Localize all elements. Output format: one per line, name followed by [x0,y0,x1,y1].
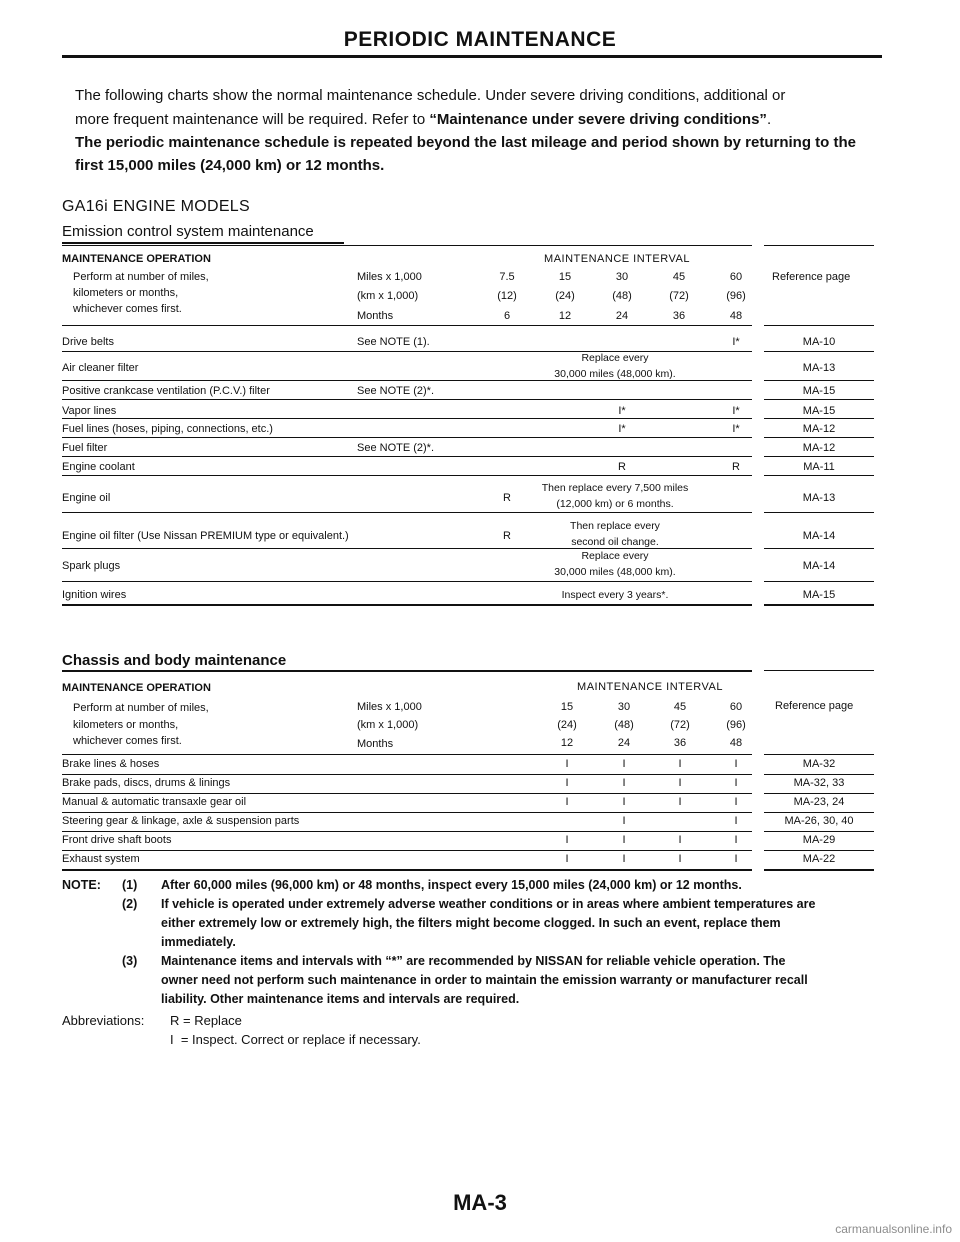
table-rule [764,456,874,457]
interval-km: (48) [614,719,634,731]
interval-km: (12) [497,290,517,302]
header-rule [62,670,752,672]
table-rule [62,793,752,794]
reference-page: MA-12 [802,442,836,454]
perform-text: kilometers or months, [73,719,179,731]
interval-mark: I [565,796,569,808]
table-rule [62,869,752,871]
table-rule [764,512,874,513]
table-rule [62,456,752,457]
interval-mark: I* [732,423,740,435]
interval-span: second oil change. [571,536,659,548]
table-rule [62,850,752,851]
table-rule [764,793,874,794]
interval-mark: I [622,834,626,846]
reference-page: MA-15 [802,385,836,397]
interval-mark: I [565,777,569,789]
interval-mark: I* [618,423,626,435]
table-rule [764,437,874,438]
table-rule [764,475,874,476]
note-2-line-1: If vehicle is operated under extremely adverse weather conditions or in areas where ambient temperatures are [161,897,816,911]
table-rule [62,380,752,381]
perform-text: kilometers or months, [73,287,179,299]
table-rule [764,604,874,606]
table-rule [62,548,752,549]
reference-page: MA-14 [802,530,836,542]
header-rule [62,245,752,246]
interval-months: 48 [729,737,743,749]
interval-months: 24 [615,310,629,322]
operation-label: Drive belts [62,336,114,348]
table-rule [764,869,874,871]
reference-page: MA-11 [803,461,835,473]
unit-label: Miles x 1,000 [357,701,422,713]
interval-mark: R [618,461,626,473]
page-number: MA-3 [453,1190,507,1215]
reference-page: MA-32, 33 [793,777,845,789]
interval-mark: I [734,777,738,789]
op-header: MAINTENANCE OPERATION [62,682,211,694]
interval-mark: I [622,815,626,827]
interval-miles: 60 [729,271,743,283]
interval-months: 12 [558,310,572,322]
table-rule [62,812,752,813]
interval-mark: I [734,758,738,770]
interval-mark: I [622,777,626,789]
note-3-line-1: Maintenance items and intervals with “*” are recommended by NISSAN for reliable vehicle operation. The [161,954,786,968]
op-header: MAINTENANCE OPERATION [62,253,211,265]
operation-label: Positive crankcase ventilation (P.C.V.) filter [62,385,270,397]
table-rule [764,754,874,755]
interval-miles: 15 [560,701,574,713]
interval-mark: I [678,758,682,770]
note-3-line-3: liability. Other maintenance items and intervals are required. [161,992,520,1006]
interval-km: (72) [669,290,689,302]
interval-span: 30,000 miles (48,000 km). [554,368,676,380]
table-rule [62,831,752,832]
operation-label: Front drive shaft boots [62,834,172,846]
emission-section-title: Emission control system maintenance [62,223,314,240]
operation-label: Brake pads, discs, drums & linings [62,777,231,789]
operation-note: See NOTE (1). [357,336,430,348]
interval-km: (24) [555,290,575,302]
interval-months: 48 [729,310,743,322]
note-2-line-2: either extremely low or extremely high, the filters might become clogged. In such an event, replace them [161,916,781,930]
interval-mark: R [503,492,511,504]
perform-text: Perform at number of miles, [73,271,209,283]
interval-km: (96) [726,719,746,731]
reference-page: MA-15 [802,589,836,601]
perform-text: whichever comes first. [73,303,182,315]
table-rule [62,604,752,606]
interval-span: (12,000 km) or 6 months. [556,498,674,510]
interval-mark: R [732,461,740,473]
ref-header-rule [764,670,874,671]
note-1-text: After 60,000 miles (96,000 km) or 48 months, inspect every 15,000 miles (24,000 km) or 12 months. [161,878,742,892]
operation-label: Engine coolant [62,461,135,473]
interval-months: 12 [560,737,574,749]
interval-mark: I [622,853,626,865]
interval-miles: 30 [615,271,629,283]
reference-page: MA-14 [802,560,836,572]
unit-label: (km x 1,000) [357,290,419,302]
interval-mark: I [565,853,569,865]
unit-label: Months [357,738,394,750]
interval-mark: I [622,796,626,808]
unit-label: Miles x 1,000 [357,271,422,283]
table-rule [62,325,752,326]
ref-header: Reference page [772,271,851,283]
interval-mark: R [503,530,511,542]
operation-label: Manual & automatic transaxle gear oil [62,796,247,808]
reference-page: MA-13 [802,362,836,374]
abbreviations-label: Abbreviations: [62,1013,145,1028]
operation-label: Brake lines & hoses [62,758,160,770]
interval-span: Then replace every [570,520,660,532]
perform-text: Perform at number of miles, [73,702,209,714]
interval-months: 36 [672,310,686,322]
operation-label: Spark plugs [62,560,121,572]
intro-line-3: The periodic maintenance schedule is repeated beyond the last mileage and period shown by returning to the [75,134,856,151]
perform-text: whichever comes first. [73,735,182,747]
reference-page: MA-12 [802,423,836,435]
interval-mark: I [565,834,569,846]
interval-mark: I [734,796,738,808]
interval-miles: 15 [558,271,572,283]
interval-miles: 7.5 [499,271,515,283]
interval-header: MAINTENANCE INTERVAL [544,253,690,265]
interval-mark: I [734,853,738,865]
note-2-line-3: immediately. [161,935,236,949]
reference-page: MA-32 [802,758,836,770]
table-rule [62,581,752,582]
interval-months: 24 [617,737,631,749]
interval-mark: I* [732,405,740,417]
operation-label: Steering gear & linkage, axle & suspension parts [62,815,300,827]
interval-km: (48) [612,290,632,302]
interval-mark: I [678,834,682,846]
abbreviation-replace: R = Replace [170,1013,242,1028]
interval-mark: I [678,777,682,789]
operation-label: Vapor lines [62,405,117,417]
table-rule [62,418,752,419]
unit-label: Months [357,310,394,322]
note-1-number: (1) [122,878,138,892]
reference-page: MA-23, 24 [793,796,845,808]
reference-page: MA-22 [802,853,836,865]
table-rule [764,380,874,381]
interval-mark: I [622,758,626,770]
interval-mark: I [734,834,738,846]
interval-km: (96) [726,290,746,302]
interval-mark: I [678,796,682,808]
table-rule [62,399,752,400]
reference-page: MA-29 [802,834,836,846]
ref-header: Reference page [775,700,854,712]
page-title: PERIODIC MAINTENANCE [343,28,617,51]
operation-label: Ignition wires [62,589,127,601]
interval-months: 6 [503,310,511,322]
intro-line-1: The following charts show the normal maintenance schedule. Under severe driving conditions, additional or [75,87,786,104]
ref-header-rule [764,245,874,246]
table-rule [764,774,874,775]
table-rule [764,850,874,851]
chassis-section-title: Chassis and body maintenance [62,652,287,669]
table-rule [62,774,752,775]
table-rule [764,325,874,326]
watermark: carmanualsonline.info [835,1222,952,1236]
reference-page: MA-15 [802,405,836,417]
table-rule [764,831,874,832]
interval-mark: I* [618,405,626,417]
operation-note: See NOTE (2)*. [357,442,435,454]
operation-label: Fuel lines (hoses, piping, connections, etc.) [62,423,273,435]
table-rule [764,418,874,419]
interval-months: 36 [673,737,687,749]
interval-span: Replace every [581,550,649,562]
operation-label: Exhaust system [62,853,140,865]
operation-label: Air cleaner filter [62,362,139,374]
interval-span: Inspect every 3 years*. [561,589,669,601]
interval-span: Then replace every 7,500 miles [541,482,689,494]
operation-label: Engine oil [62,492,111,504]
reference-page: MA-13 [802,492,836,504]
reference-page: MA-26, 30, 40 [784,815,854,827]
interval-mark: I* [732,336,740,348]
title-rule [62,55,882,58]
operation-note: See NOTE (2)*. [357,385,435,397]
interval-km: (72) [670,719,690,731]
interval-span: 30,000 miles (48,000 km). [554,566,676,578]
interval-miles: 45 [672,271,686,283]
intro-line-4: first 15,000 miles (24,000 km) or 12 months. [75,157,385,174]
abbreviation-inspect: I = Inspect. Correct or replace if necessary. [170,1032,421,1047]
interval-km: (24) [557,719,577,731]
table-rule [62,475,752,476]
note-label: NOTE: [62,878,101,892]
note-2-number: (2) [122,897,138,911]
interval-span: Replace every [581,352,649,364]
interval-miles: 60 [729,701,743,713]
operation-label: Engine oil filter (Use Nissan PREMIUM type or equivalent.) [62,530,349,542]
interval-miles: 45 [673,701,687,713]
interval-mark: I [565,758,569,770]
table-rule [62,437,752,438]
engine-model-heading: GA16i ENGINE MODELS [62,198,250,215]
interval-mark: I [678,853,682,865]
table-rule [62,512,752,513]
interval-miles: 30 [617,701,631,713]
table-rule [764,548,874,549]
table-rule [764,399,874,400]
table-rule [764,581,874,582]
note-3-line-2: owner need not perform such maintenance in order to maintain the emission warranty or manufacturer recall [161,973,808,987]
unit-label: (km x 1,000) [357,719,419,731]
intro-line-2: more frequent maintenance will be required. Refer to “Maintenance under severe driving conditions”. [75,111,772,128]
interval-mark: I [734,815,738,827]
table-rule [764,812,874,813]
interval-header: MAINTENANCE INTERVAL [577,681,723,693]
reference-page: MA-10 [802,336,836,348]
table-rule [764,351,874,352]
note-3-number: (3) [122,954,138,968]
operation-label: Fuel filter [62,442,108,454]
table-rule [62,754,752,755]
